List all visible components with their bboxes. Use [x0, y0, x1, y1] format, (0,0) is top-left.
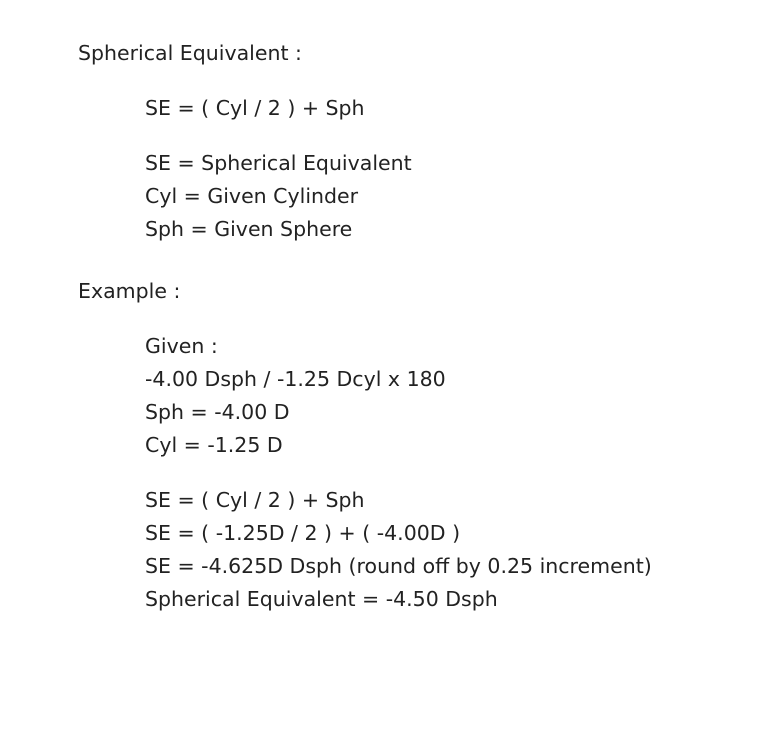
formula-block [145, 92, 735, 246]
calculation-result: Spherical Equivalent = -4.50 Dsph [145, 587, 498, 611]
given-sphere: Sph = -4.00 D [145, 400, 290, 424]
section-heading-example: Example : [78, 279, 181, 303]
spacer [78, 308, 735, 330]
example-block [145, 330, 735, 616]
definition-cyl: Cyl = Given Cylinder [145, 184, 359, 208]
calculation-step-3: SE = -4.625D Dsph (round off by 0.25 increment) [145, 554, 652, 578]
spacer [78, 246, 735, 274]
calculation-step-2: SE = ( -1.25D / 2 ) + ( -4.00D ) [145, 521, 461, 545]
given-cylinder: Cyl = -1.25 D [145, 433, 283, 457]
given-label: Given : [145, 334, 218, 358]
spacer [78, 70, 735, 92]
definition-sph: Sph = Given Sphere [145, 217, 353, 241]
calculation-step-1: SE = ( Cyl / 2 ) + Sph [145, 488, 365, 512]
formula-spherical-equivalent: SE = ( Cyl / 2 ) + Sph [145, 96, 365, 120]
definition-se: SE = Spherical Equivalent [145, 151, 412, 175]
section-heading-spherical-equivalent: Spherical Equivalent : [78, 41, 302, 65]
spacer [145, 125, 735, 147]
given-prescription: -4.00 Dsph / -1.25 Dcyl x 180 [145, 367, 446, 391]
spacer [145, 462, 735, 484]
